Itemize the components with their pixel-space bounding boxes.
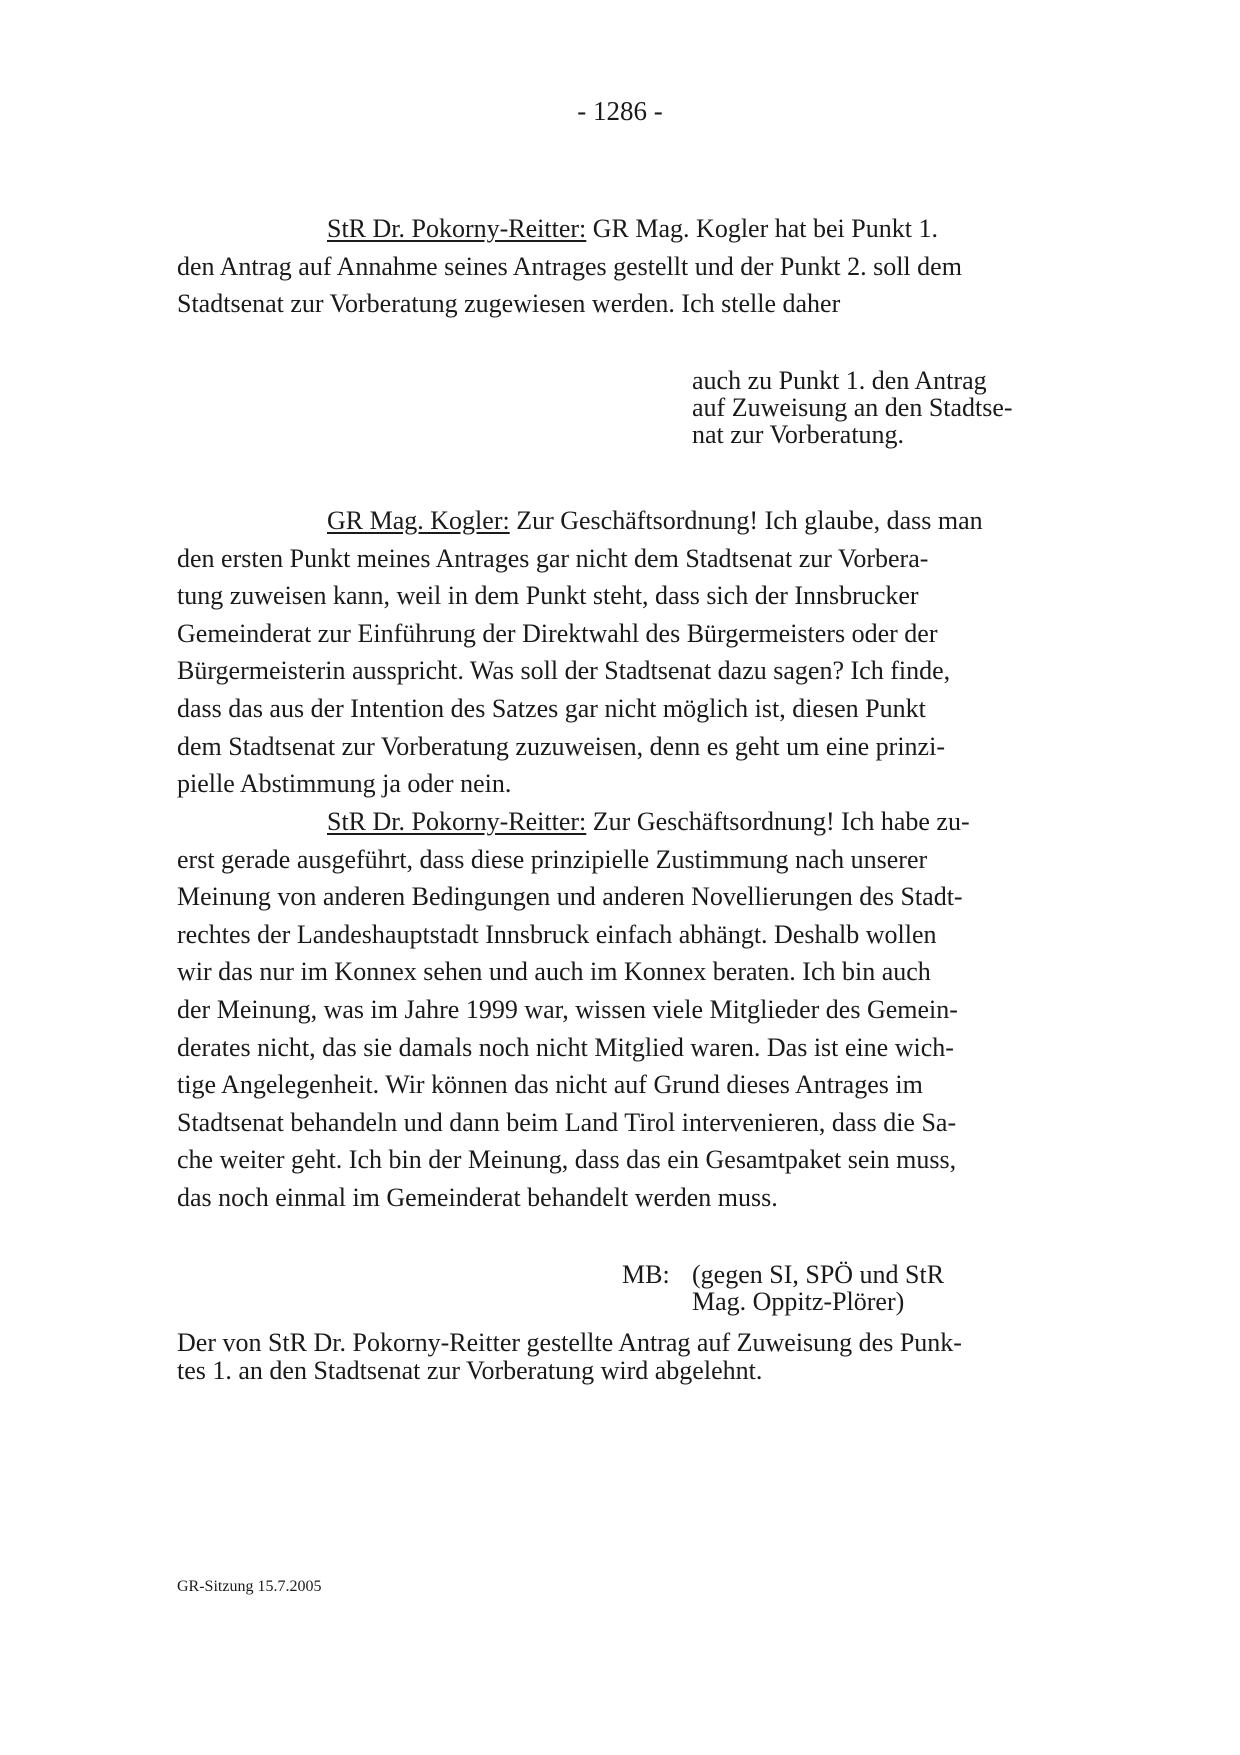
motion-line: auch zu Punkt 1. den Antrag — [692, 366, 987, 395]
vote-line: (gegen SI, SPÖ und StR — [692, 1260, 945, 1289]
statement-line: che weiter geht. Ich bin der Meinung, dass das ein Gesamtpaket sein muss, — [177, 1145, 957, 1175]
statement-pokorny-reitter-2 — [177, 803, 1057, 1217]
statement-line: den ersten Punkt meines Antrages gar nicht dem Stadtsenat zur Vorbera- — [177, 543, 929, 573]
statement-line: tung zuweisen kann, weil in dem Punkt steht, dass sich der Innsbrucker — [177, 581, 919, 611]
motion-line: auf Zuweisung an den Stadtse- — [692, 393, 1013, 422]
resolution-line: tes 1. an den Stadtsenat zur Vorberatung wird abgelehnt. — [177, 1356, 763, 1385]
vote-detail — [692, 1261, 944, 1315]
statement-line: rechtes der Landeshauptstadt Innsbruck einfach abhängt. Deshalb wollen — [177, 919, 937, 949]
statement-line: der Meinung, was im Jahre 1999 war, wissen viele Mitglieder des Gemein- — [177, 994, 958, 1024]
statement-line: Stadtsenat behandeln und dann beim Land Tirol intervenieren, dass die Sa- — [177, 1107, 957, 1137]
speaker-name: StR Dr. Pokorny-Reitter: — [327, 807, 587, 836]
statement-line: Gemeinderat zur Einführung der Direktwahl des Bürgermeisters oder der — [177, 618, 938, 648]
statement-text: Zur Geschäftsordnung! Ich glaube, dass man — [509, 506, 983, 535]
statement-line: erst gerade ausgeführt, dass diese prinzipielle Zustimmung nach unserer — [177, 844, 928, 874]
motion-block — [692, 367, 1092, 448]
speaker-name: StR Dr. Pokorny-Reitter: — [327, 214, 587, 243]
statement-first-line — [177, 210, 1057, 248]
statement-line: Stadtsenat zur Vorberatung zugewiesen werden. Ich stelle daher — [177, 289, 841, 319]
statement-line: Meinung von anderen Bedingungen und anderen Novellierungen des Stadt- — [177, 882, 963, 912]
statement-line: derates nicht, das sie damals noch nicht Mitglied waren. Das ist eine wich- — [177, 1032, 954, 1062]
statement-text: GR Mag. Kogler hat bei Punkt 1. — [586, 214, 938, 243]
resolution-line: Der von StR Dr. Pokorny-Reitter gestellte Antrag auf Zuweisung des Punk- — [177, 1328, 962, 1357]
statement-line: Bürgermeisterin ausspricht. Was soll der Stadtsenat dazu sagen? Ich finde, — [177, 656, 951, 686]
statement-line: das noch einmal im Gemeinderat behandelt werden muss. — [177, 1182, 778, 1212]
motion-line: nat zur Vorberatung. — [692, 420, 905, 449]
statement-text: Zur Geschäftsordnung! Ich habe zu- — [586, 807, 970, 836]
statement-pokorny-reitter-1 — [177, 210, 1057, 323]
statement-kogler — [177, 502, 1057, 803]
footer-session-date: GR-Sitzung 15.7.2005 — [177, 1578, 322, 1595]
page-number: - 1286 - — [577, 96, 663, 126]
vote-result — [622, 1261, 944, 1315]
speaker-name: GR Mag. Kogler: — [327, 506, 510, 535]
statement-first-line — [177, 502, 1057, 540]
statement-line: den Antrag auf Annahme seines Antrages gestellt und der Punkt 2. soll dem — [177, 251, 962, 281]
vote-line: Mag. Oppitz-Plörer) — [692, 1287, 905, 1316]
statement-line: wir das nur im Konnex sehen und auch im Konnex beraten. Ich bin auch — [177, 957, 931, 987]
statement-line: tige Angelegenheit. Wir können das nicht auf Grund dieses Antrages im — [177, 1070, 923, 1100]
resolution-text — [177, 1329, 1077, 1385]
statement-line: dass das aus der Intention des Satzes gar nicht möglich ist, diesen Punkt — [177, 693, 926, 723]
statement-first-line — [177, 803, 1057, 841]
statement-line: pielle Abstimmung ja oder nein. — [177, 769, 512, 799]
vote-label: MB: — [622, 1260, 670, 1289]
statement-line: dem Stadtsenat zur Vorberatung zuzuweisen, denn es geht um eine prinzi- — [177, 731, 945, 761]
